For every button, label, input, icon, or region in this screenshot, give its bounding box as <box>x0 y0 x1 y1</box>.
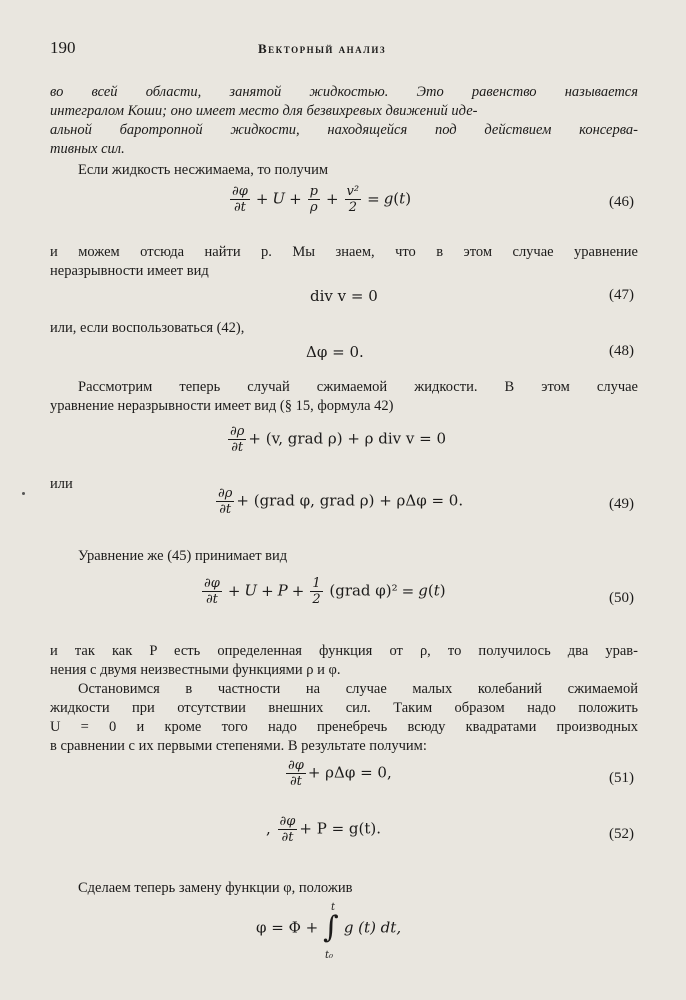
equation-text: + (v, grad ρ) + ρ div v = 0 <box>248 429 447 448</box>
equation-substitution <box>256 902 402 980</box>
text-line: в сравнении с их первыми степенями. В результате получим: <box>50 738 427 754</box>
text-line: или <box>50 476 73 492</box>
equation-number: (51) <box>609 770 634 786</box>
text-line: тивных сил. <box>50 141 125 157</box>
equation-text: + P = g(t). <box>299 819 382 838</box>
equation-48: Δφ = 0. <box>306 343 364 361</box>
equation-52: , $\frac{\partial\varphi}{\partial t}$ + P = g(t). <box>266 814 382 845</box>
equation-number: (50) <box>609 590 634 606</box>
integral-sign: ∫ t t₀ <box>323 902 339 961</box>
text-line: неразрывности имеет вид <box>50 263 209 279</box>
running-title: Векторный анализ <box>258 41 387 56</box>
equation-text: + ρΔφ = 0, <box>307 763 392 782</box>
equation-49: $\frac{\partial\rho}{\partial t}$ + (grad φ, grad ρ) + ρΔφ = 0. <box>218 486 464 517</box>
text-line: Уравнение же (45) принимает вид <box>78 548 288 564</box>
equation-number: (52) <box>609 826 634 842</box>
text-line: во всей области, занятой жидкостью. Это равенство называется <box>50 84 638 100</box>
text-line: и так как P есть определенная функция от ρ, то получилось два урав- <box>50 643 638 659</box>
text-line: Рассмотрим теперь случай сжимаемой жидкости. В этом случае <box>78 379 638 395</box>
term-cauchy-integral: интегралом Коши <box>50 103 163 119</box>
print-speck <box>22 492 25 495</box>
equation-47: div v = 0 <box>310 287 378 305</box>
text-line: уравнение неразрывности имеет вид (§ 15, формула 42) <box>50 398 394 414</box>
equation-number: (48) <box>609 343 634 359</box>
equation-50: $\frac{\partial\varphi}{\partial t}$ + U + P + $\frac{1}{2}$ (grad φ)² = g(t) <box>204 576 446 607</box>
equation-text: + (grad φ, grad ρ) + ρΔφ = 0. <box>236 491 464 510</box>
text-line: и можем отсюда найти p. Мы знаем, что в этом случае уравнение <box>50 244 638 260</box>
text-line: альной баротропной жидкости, находящейся под действием консерва- <box>50 122 638 138</box>
equation-number: (47) <box>609 287 634 303</box>
text-line: жидкости при отсутствии внешних сил. Таким образом надо положить <box>50 700 638 716</box>
text-line <box>50 101 477 121</box>
equation-text: φ = Φ + <box>256 918 319 937</box>
equation-46: $\frac{\partial\varphi}{\partial t}$ + U + $\frac{p}{\rho}$ + $\frac{\text{v²}}{2}$ = g(t) <box>232 184 412 215</box>
text-line: Если жидкость несжимаема, то получим <box>78 162 329 178</box>
equation-continuity: $\frac{\partial\rho}{\partial t}$ + (v, grad ρ) + ρ div v = 0 <box>230 424 447 455</box>
equation-number: (49) <box>609 496 634 512</box>
text-line: нения с двумя неизвестными функциями ρ и φ. <box>50 662 341 678</box>
equation-number: (46) <box>609 194 634 210</box>
text-span: ; оно имеет место для безвихревых движений иде- <box>162 103 478 119</box>
text-line: Сделаем теперь замену функции φ, положив <box>78 880 353 896</box>
page-header <box>50 38 640 60</box>
text-line: U = 0 и кроме того надо пренебречь всюду квадратами производных <box>50 719 638 735</box>
text-line: или, если воспользоваться (42), <box>50 320 245 336</box>
equation-51: $\frac{\partial\varphi}{\partial t}$ + ρΔφ = 0, <box>288 758 392 789</box>
equation-text: g (t) dt, <box>343 918 402 937</box>
text-line: Остановимся в частности на случае малых колебаний сжимаемой <box>78 681 638 697</box>
page-number: 190 <box>50 38 76 57</box>
